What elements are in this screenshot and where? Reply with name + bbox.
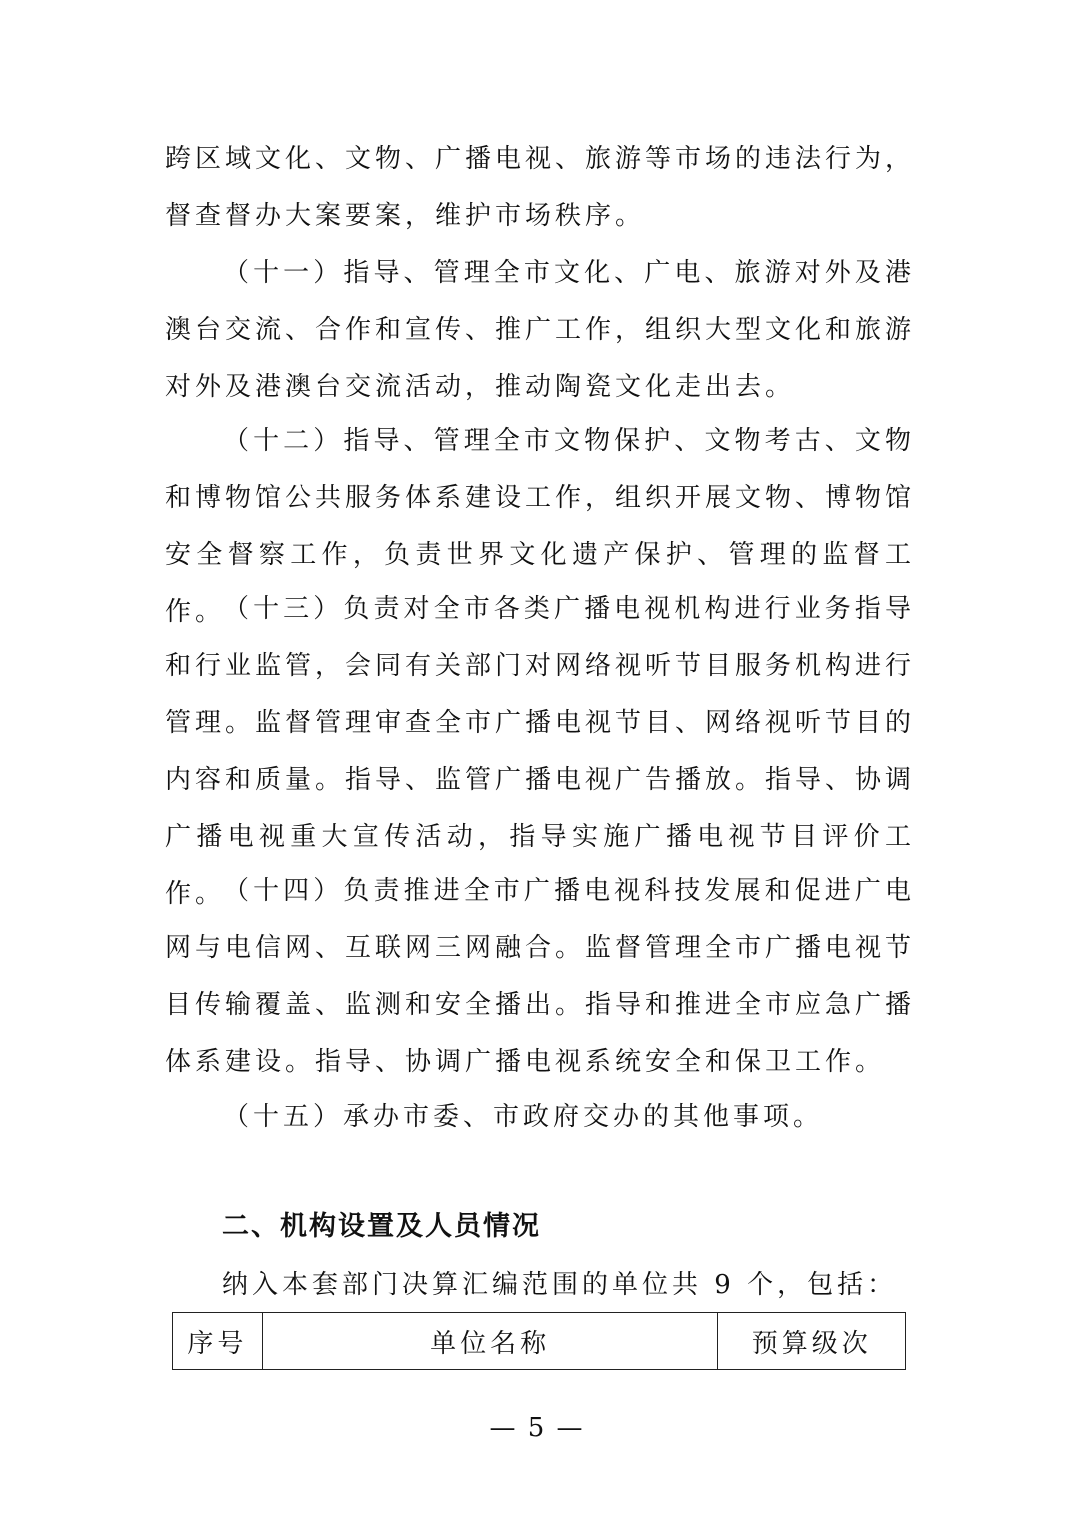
page-number: — 5 — [489,1413,585,1443]
section-intro: 纳入本套部门决算汇编范围的单位共 9 个，包括： [222,1270,898,1300]
paragraph-continuation: 跨区域文化、文物、广播电视、旅游等市场的违法行为，督查督办大案要案，维护市场秩序。 [165,144,916,231]
paragraph-item-12: （十二）指导、管理全市文物保护、文物考古、文物和博物馆公共服务体系建设工作，组织开展文物、博物馆安全督察工作，负责世界文化遗产保护、管理的监督工作。 [165,426,916,627]
section-heading: 二、机构设置及人员情况 [222,1211,541,1242]
header-unit-name: 单位名称 [262,1313,718,1370]
table-header-row [173,1313,906,1370]
paragraph-item-11: （十一）指导、管理全市文化、广电、旅游对外及港澳台交流、合作和宣传、推广工作，组织大型文化和旅游对外及港澳台交流活动，推动陶瓷文化走出去。 [165,258,916,402]
header-budget-level: 预算级次 [718,1313,906,1370]
header-serial-number: 序号 [173,1313,263,1370]
paragraph-item-13: （十三）负责对全市各类广播电视机构进行业务指导和行业监管，会同有关部门对网络视听节目服务机构进行管理。监督管理审查全市广播电视节目、网络视听节目的内容和质量。指导、监管广播电视广告播放。指导、协调广播电视重大宣传活动，指导实施广播电视节目评价工作。 [165,594,916,909]
paragraph-item-15: （十五）承办市委、市政府交办的其他事项。 [223,1102,824,1132]
units-table [172,1312,906,1370]
paragraph-item-14: （十四）负责推进全市广播电视科技发展和促进广电网与电信网、互联网三网融合。监督管理全市广播电视节目传输覆盖、监测和安全播出。指导和推进全市应急广播体系建设。指导、协调广播电视系统安全和保卫工作。 [165,876,916,1077]
